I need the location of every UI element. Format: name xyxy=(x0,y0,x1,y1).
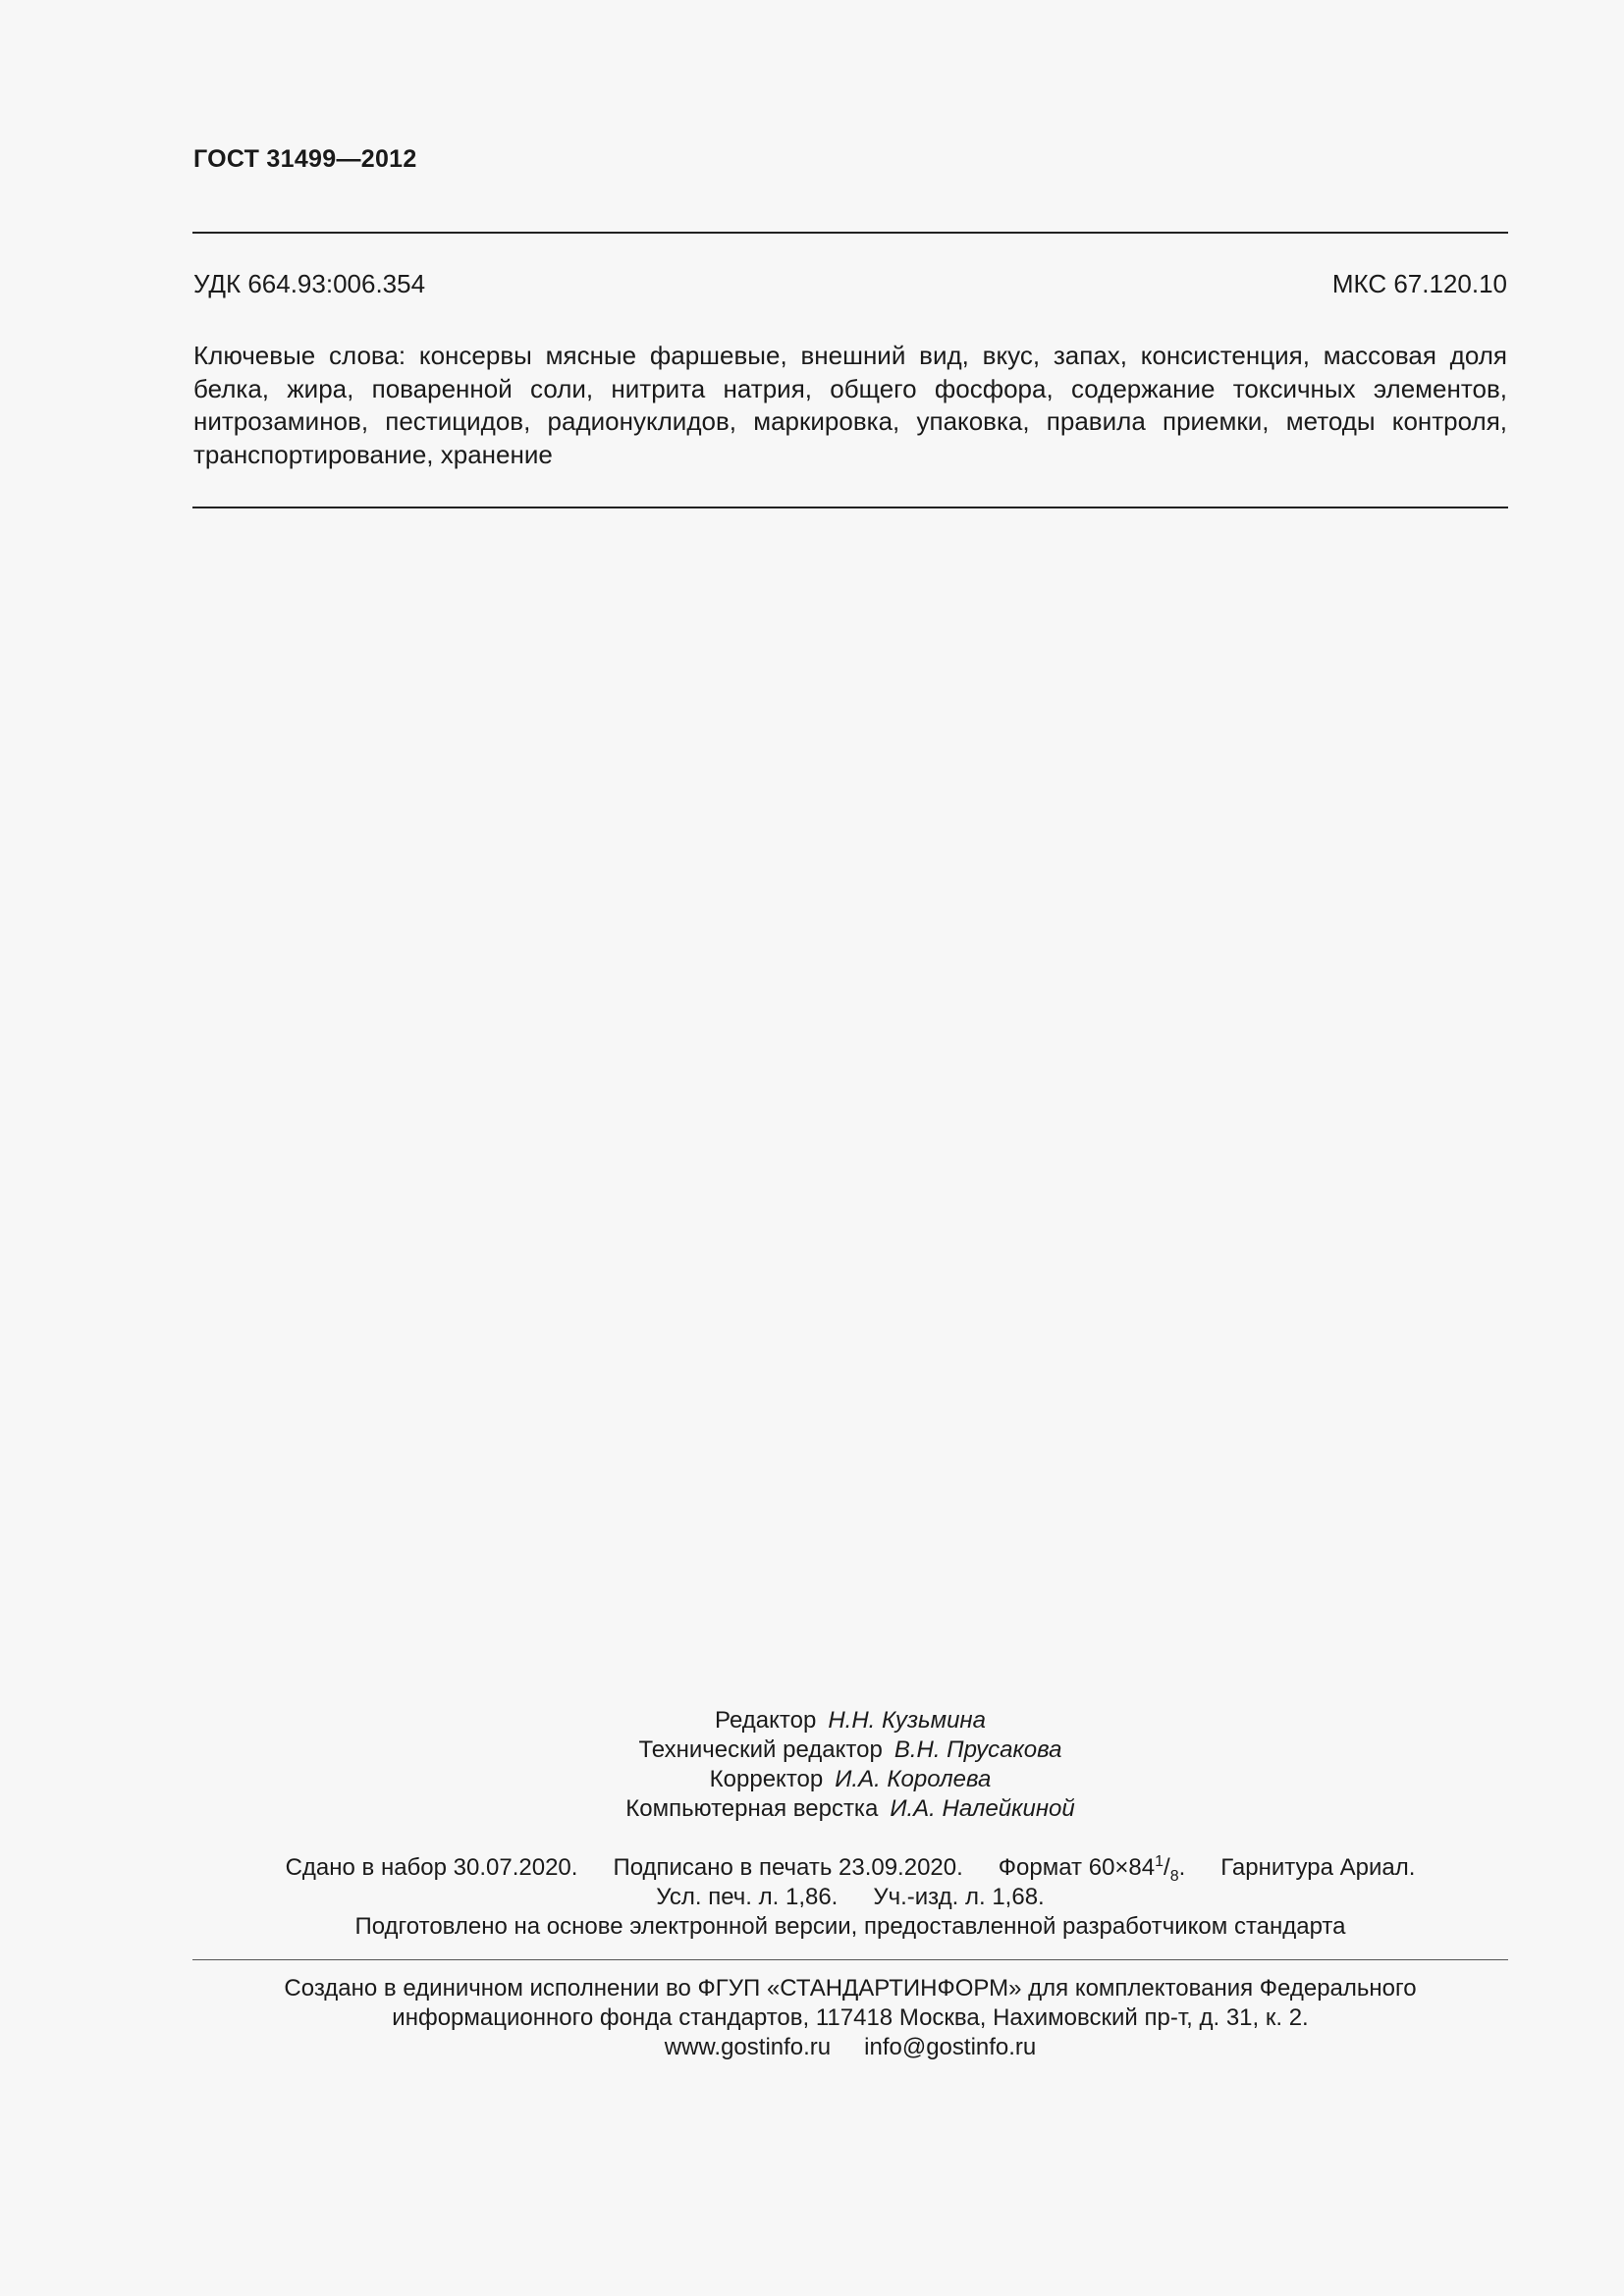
format-slash: / xyxy=(1164,1854,1170,1881)
credit-role: Редактор xyxy=(715,1707,817,1734)
standard-id-header: ГОСТ 31499—2012 xyxy=(193,145,417,173)
credit-person: Н.Н. Кузьмина xyxy=(828,1707,986,1734)
udk-code: УДК 664.93:006.354 xyxy=(193,269,426,298)
credit-line-corrector xyxy=(193,1765,1507,1794)
print-info-block xyxy=(193,1853,1507,1942)
credit-person: И.А. Королева xyxy=(835,1766,992,1792)
credit-person: В.Н. Прусакова xyxy=(893,1736,1062,1763)
signed-date: Подписано в печать 23.09.2020. xyxy=(613,1854,963,1881)
footer-line-1: Создано в единичном исполнении во ФГУП «СТАНДАРТИНФОРМ» для комплектования Федерального xyxy=(284,1975,1417,2002)
format-numerator: 1 xyxy=(1155,1853,1164,1870)
publisher-footer xyxy=(193,1974,1507,2062)
paper-format xyxy=(998,1853,1186,1885)
print-info-line-2 xyxy=(193,1883,1507,1912)
credit-role: Корректор xyxy=(709,1766,824,1792)
format-denominator: 8 xyxy=(1169,1867,1179,1885)
footer-line-2: информационного фонда стандартов, 117418 Москва, Нахимовский пр-т, д. 31, к. 2. xyxy=(392,2004,1309,2031)
submitted-date: Сдано в набор 30.07.2020. xyxy=(285,1854,578,1881)
prepared-note: Подготовлено на основе электронной версии, предоставленной разработчиком стандарта xyxy=(354,1913,1346,1940)
publish-sheets: Уч.-изд. л. 1,68. xyxy=(873,1884,1045,1910)
credit-role: Компьютерная верстка xyxy=(625,1795,879,1822)
credit-role: Технический редактор xyxy=(638,1736,883,1763)
print-sheets: Усл. печ. л. 1,86. xyxy=(656,1884,839,1910)
typeface: Гарнитура Ариал. xyxy=(1220,1854,1416,1881)
top-divider xyxy=(192,232,1508,234)
format-suffix: . xyxy=(1178,1854,1186,1881)
print-info-line-1 xyxy=(193,1853,1507,1883)
classification-row xyxy=(193,269,1507,299)
mks-code: МКС 67.120.10 xyxy=(1331,269,1507,298)
footer-divider xyxy=(192,1959,1508,1960)
email-link[interactable]: info@gostinfo.ru xyxy=(864,2034,1037,2060)
website-link[interactable]: www.gostinfo.ru xyxy=(664,2034,832,2060)
credit-line-layout xyxy=(193,1794,1507,1824)
keywords-divider xyxy=(192,507,1508,508)
format-prefix: Формат 60×84 xyxy=(998,1854,1156,1881)
credits-block xyxy=(193,1706,1507,1824)
keywords-paragraph: Ключевые слова: консервы мясные фаршевые, внешний вид, вкус, запах, консистенция, массовая доля белка, жира, поваренной соли, нитрита натрия, общего фосфора, содержание токсичных элементов, нитрозаминов, пестицидов, радионуклидов, маркировка, упаковка, правила приемки, методы контроля, транспортирование, хранение xyxy=(193,341,1507,469)
credit-line-tech-editor xyxy=(193,1735,1507,1765)
footer-contacts xyxy=(193,2033,1507,2062)
credit-person: И.А. Налейкиной xyxy=(890,1795,1075,1822)
credit-line-editor xyxy=(193,1706,1507,1735)
